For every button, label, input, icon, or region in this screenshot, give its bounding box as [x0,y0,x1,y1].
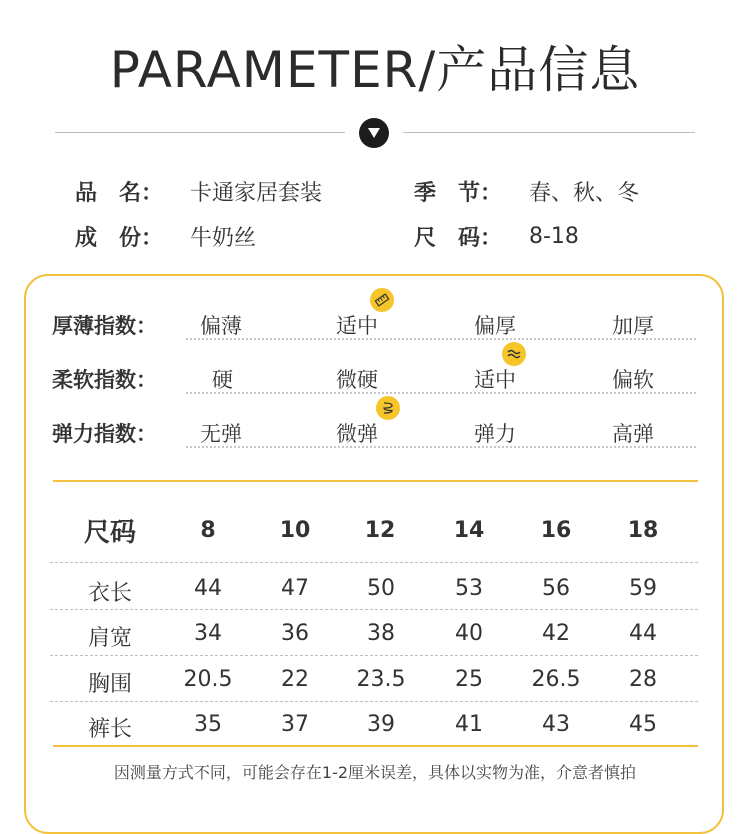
info-season-value: 春、秋、冬 [529,181,640,206]
table-cell: 36 [281,621,309,646]
table-row-label: 衣长 [87,581,132,606]
thickness-option: 适中 [336,314,378,338]
page-title: PARAMETER/产品信息 [109,41,641,99]
table-cell: 44 [629,621,657,646]
parameter-panel [24,274,724,834]
table-bottom-rule [53,745,698,747]
table-top-rule [53,480,698,482]
info-material-value: 牛奶丝 [190,226,257,251]
table-cell: 44 [194,576,222,601]
table-cell: 26.5 [531,667,581,692]
info-size-row [414,221,579,252]
table-cell: 56 [542,576,570,601]
table-cell: 50 [367,576,395,601]
table-cell: 38 [367,621,395,646]
chevron-down-icon [359,118,389,148]
softness-index-label: 柔软指数： [52,368,157,392]
elasticity-option: 无弹 [200,422,242,446]
table-cell: 40 [455,621,483,646]
info-material-key: 成 份： [75,226,164,251]
table-row-label: 肩宽 [87,626,132,651]
info-season-row [414,176,639,207]
table-divider [50,701,698,702]
elasticity-option: 微弹 [336,422,378,446]
elasticity-dotted-line [186,446,696,448]
thickness-option: 偏厚 [474,314,516,338]
elasticity-index-label: 弹力指数： [52,422,157,446]
elasticity-option: 高弹 [612,422,654,446]
elasticity-option: 弹力 [474,422,516,446]
thickness-option: 加厚 [612,314,654,338]
info-size-value: 8-18 [529,224,579,249]
table-row-label: 胸围 [87,672,132,697]
size-column-header: 18 [627,518,659,543]
table-cell: 20.5 [183,667,233,692]
size-column-header: 10 [279,518,311,543]
thickness-dotted-line [186,338,696,340]
size-column-header: 14 [453,518,485,543]
size-column-header: 12 [364,518,396,543]
table-cell: 42 [542,621,570,646]
info-season-key: 季 节： [414,181,503,206]
wave-icon [502,342,526,366]
table-cell: 43 [542,712,570,737]
info-name-value: 卡通家居套装 [190,181,323,206]
table-cell: 59 [629,576,657,601]
thickness-index-label: 厚薄指数： [52,314,157,338]
divider-left [55,132,345,133]
table-divider [50,655,698,656]
thickness-option: 偏薄 [200,314,242,338]
table-cell: 47 [281,576,309,601]
table-cell: 28 [629,667,657,692]
info-material-row [75,221,256,252]
table-row-label: 裤长 [87,717,132,742]
size-header-label: 尺码 [83,518,136,548]
table-cell: 53 [455,576,483,601]
table-cell: 34 [194,621,222,646]
size-column-header: 16 [540,518,572,543]
table-cell: 45 [629,712,657,737]
softness-option: 偏软 [612,368,654,392]
info-size-key: 尺 码： [414,226,503,251]
table-cell: 41 [455,712,483,737]
softness-option: 微硬 [336,368,378,392]
info-name-key: 品 名： [75,181,164,206]
softness-dotted-line [186,392,696,394]
table-cell: 37 [281,712,309,737]
divider-right [403,132,695,133]
table-cell: 35 [194,712,222,737]
ruler-icon [370,288,394,312]
spring-icon [376,396,400,420]
size-column-header: 8 [200,518,216,543]
measurement-note: 因测量方式不同，可能会存在1-2厘米误差，具体以实物为准，介意者慎拍 [113,763,637,782]
softness-option: 硬 [212,368,233,392]
softness-option: 适中 [474,368,516,392]
table-cell: 25 [455,667,483,692]
table-divider [50,562,698,563]
table-cell: 23.5 [356,667,406,692]
table-cell: 22 [281,667,309,692]
table-divider [50,609,698,610]
table-cell: 39 [367,712,395,737]
info-name-row [75,176,322,207]
